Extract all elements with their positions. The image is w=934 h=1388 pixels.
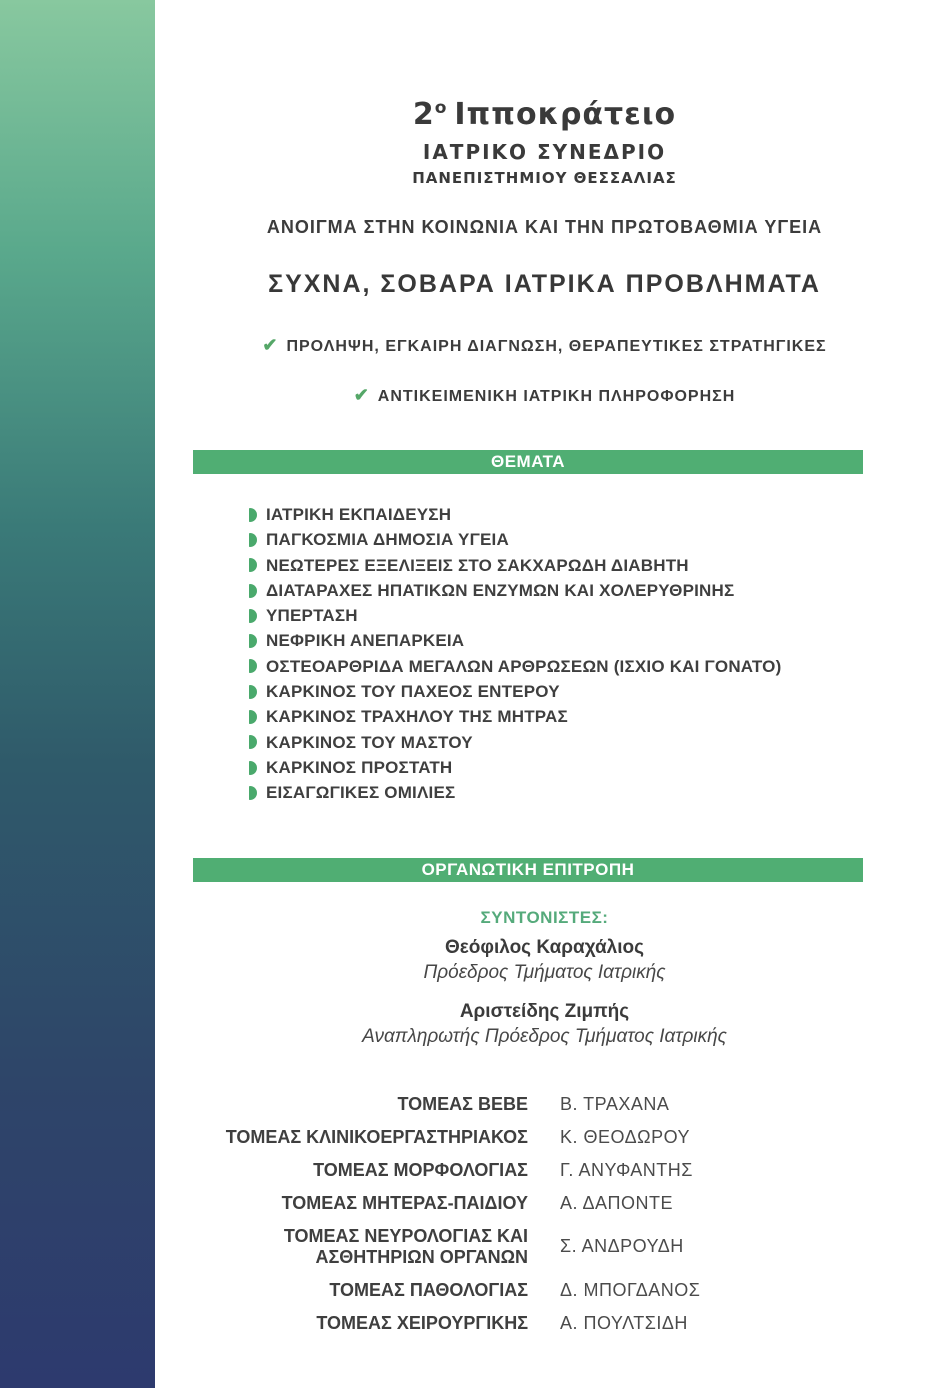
title-ordinal: ο (434, 98, 448, 118)
topic-item (249, 628, 934, 653)
coordinator-role: Πρόεδρος Τμήματος Ιατρικής (423, 961, 666, 983)
leaf-bullet-icon (249, 710, 257, 724)
topic-text: ΚΑΡΚΙΝΟΣ ΤΟΥ ΠΑΧΕΟΣ ΕΝΤΕΡΟΥ (266, 682, 560, 702)
leaf-bullet-icon (249, 584, 257, 598)
highlights (155, 335, 934, 406)
leaf-bullet-icon (249, 609, 257, 623)
title-name: Ιπποκράτειο (454, 97, 677, 132)
leaf-bullet-icon (249, 786, 257, 800)
topic-text: ΚΑΡΚΙΝΟΣ ΤΟΥ ΜΑΣΤΟΥ (266, 732, 473, 752)
leaf-bullet-icon (249, 659, 257, 673)
table-row (223, 1094, 934, 1115)
left-gradient-band (0, 0, 155, 1388)
check-icon: ✔ (262, 335, 279, 355)
highlight-item (155, 385, 934, 406)
committee-section-header (193, 858, 863, 882)
main-theme: ΣΥΧΝΑ, ΣΟΒΑΡΑ ΙΑΤΡΙΚΑ ΠΡΟΒΛΗΜΑΤΑ (268, 270, 821, 298)
topic-text: ΥΠΕΡΤΑΣΗ (266, 606, 358, 626)
sector-label: ΤΟΜΕΑΣ ΝΕΥΡΟΛΟΓΙΑΣ ΚΑΙ ΑΣΘΗΤΗΡΙΩΝ ΟΡΓΑΝΩΝ (283, 1225, 528, 1267)
poster-content (155, 0, 934, 1388)
conference-title (155, 88, 934, 135)
topic-item (249, 755, 934, 780)
sector-label: ΤΟΜΕΑΣ ΚΛΙΝΙΚΟΕΡΓΑΣΤΗΡΙΑΚΟΣ (225, 1126, 528, 1147)
topics-list (249, 502, 934, 806)
check-icon: ✔ (353, 385, 370, 405)
sector-label: ΤΟΜΕΑΣ ΜΟΡΦΟΛΟΓΙΑΣ (313, 1159, 528, 1180)
topic-text: ΝΕΩΤΕΡΕΣ ΕΞΕΛΙΞΕΙΣ ΣΤΟ ΣΑΚΧΑΡΩΔΗ ΔΙΑΒΗΤΗ (266, 555, 689, 575)
topic-item (249, 654, 934, 679)
sector-representative: Α. ΔΑΠΟΝΤΕ (560, 1192, 674, 1213)
topic-text: ΚΑΡΚΙΝΟΣ ΠΡΟΣΤΑΤΗ (266, 757, 453, 777)
sector-representative: Γ. ΑΝΥΦΑΝΤΗΣ (560, 1159, 693, 1180)
topic-text: ΟΣΤΕΟΑΡΘΡΙΔΑ ΜΕΓΑΛΩΝ ΑΡΘΡΩΣΕΩΝ (ΙΣΧΙΟ ΚΑΙ ΓΟΝΑΤΟ) (266, 656, 782, 676)
topic-text: ΚΑΡΚΙΝΟΣ ΤΡΑΧΗΛΟΥ ΤΗΣ ΜΗΤΡΑΣ (266, 707, 568, 727)
sector-representative: Δ. ΜΠΟΓΔΑΝΟΣ (560, 1279, 701, 1300)
sector-label: ΤΟΜΕΑΣ ΜΗΤΕΡΑΣ-ΠΑΙΔΙΟΥ (281, 1192, 528, 1213)
highlight-item (155, 335, 934, 356)
topic-item (249, 603, 934, 628)
topic-item (249, 502, 934, 527)
leaf-bullet-icon (249, 685, 257, 699)
conference-organization: ΠΑΝΕΠΙΣΤΗΜΙΟΥ ΘΕΣΣΑΛΙΑΣ (412, 169, 677, 187)
leaf-bullet-icon (249, 558, 257, 572)
coordinators-label: ΣΥΝΤΟΝΙΣΤΕΣ: (480, 907, 609, 927)
sector-label: ΤΟΜΕΑΣ ΠΑΘΟΛΟΓΙΑΣ (329, 1279, 528, 1300)
sector-representative: Β. ΤΡΑΧΑΝΑ (560, 1093, 670, 1114)
tagline: ΑΝΟΙΓΜΑ ΣΤΗΝ ΚΟΙΝΩΝΙΑ ΚΑΙ ΤΗΝ ΠΡΩΤΟΒΑΘΜΙΑ ΥΓΕΙΑ (266, 217, 823, 237)
table-row (223, 1226, 934, 1268)
table-row (223, 1280, 934, 1301)
committee-section-title: ΟΡΓΑΝΩΤΙΚΗ ΕΠΙΤΡΟΠΗ (421, 859, 635, 879)
topics-section-header (193, 450, 863, 474)
coordinators-block (155, 908, 934, 1048)
highlight-text: ΠΡΟΛΗΨΗ, ΕΓΚΑΙΡΗ ΔΙΑΓΝΩΣΗ, ΘΕΡΑΠΕΥΤΙΚΕΣ ΣΤΡΑΤΗΓΙΚΕΣ (286, 338, 827, 355)
sector-representative: Κ. ΘΕΟΔΩΡΟΥ (560, 1126, 691, 1147)
topic-text: ΕΙΣΑΓΩΓΙΚΕΣ ΟΜΙΛΙΕΣ (266, 783, 456, 803)
topic-text: ΙΑΤΡΙΚΗ ΕΚΠΑΙΔΕΥΣΗ (266, 505, 452, 524)
topic-item (249, 730, 934, 755)
leaf-bullet-icon (249, 634, 257, 648)
topics-section-title: ΘΕΜΑΤΑ (491, 452, 565, 471)
sector-representative: Α. ΠΟΥΛΤΣΙΔΗ (560, 1312, 688, 1333)
coordinator-name: Θεόφιλος Καραχάλιος (444, 936, 645, 958)
table-row (223, 1313, 934, 1334)
leaf-bullet-icon (249, 533, 257, 547)
topic-item (249, 780, 934, 805)
table-row (223, 1193, 934, 1214)
topic-text: ΠΑΓΚΟΣΜΙΑ ΔΗΜΟΣΙΑ ΥΓΕΙΑ (266, 530, 509, 550)
leaf-bullet-icon (249, 761, 257, 775)
topic-text: ΝΕΦΡΙΚΗ ΑΝΕΠΑΡΚΕΙΑ (266, 631, 465, 651)
sector-label: ΤΟΜΕΑΣ ΧΕΙΡΟΥΡΓΙΚΗΣ (316, 1312, 528, 1333)
topic-item (249, 578, 934, 603)
topic-item (249, 704, 934, 729)
conference-subtitle: ΙΑΤΡΙΚΟ ΣΥΝΕΔΡΙΟ (422, 140, 667, 164)
topic-text: ΔΙΑΤΑΡΑΧΕΣ ΗΠΑΤΙΚΩΝ ΕΝΖΥΜΩΝ ΚΑΙ ΧΟΛΕΡΥΘΡΙΝΗΣ (266, 580, 735, 600)
conference-header (155, 0, 934, 189)
sector-representative: Σ. ΑΝΔΡΟΥΔΗ (560, 1236, 684, 1257)
coordinator-name: Αριστείδης Ζιμπής (459, 1000, 630, 1022)
topic-item (249, 527, 934, 552)
sector-label: ΤΟΜΕΑΣ ΒΕΒΕ (397, 1093, 528, 1114)
title-number: 2 (412, 97, 435, 132)
topic-item (249, 553, 934, 578)
topic-item (249, 679, 934, 704)
table-row (223, 1160, 934, 1181)
leaf-bullet-icon (249, 508, 257, 522)
coordinator-role: Αναπληρωτής Πρόεδρος Τμήματος Ιατρικής (362, 1025, 727, 1047)
table-row (223, 1127, 934, 1148)
sector-table (223, 1094, 934, 1334)
leaf-bullet-icon (249, 735, 257, 749)
highlight-text: ΑΝΤΙΚΕΙΜΕΝΙΚΗ ΙΑΤΡΙΚΗ ΠΛΗΡΟΦΟΡΗΣΗ (377, 388, 736, 405)
